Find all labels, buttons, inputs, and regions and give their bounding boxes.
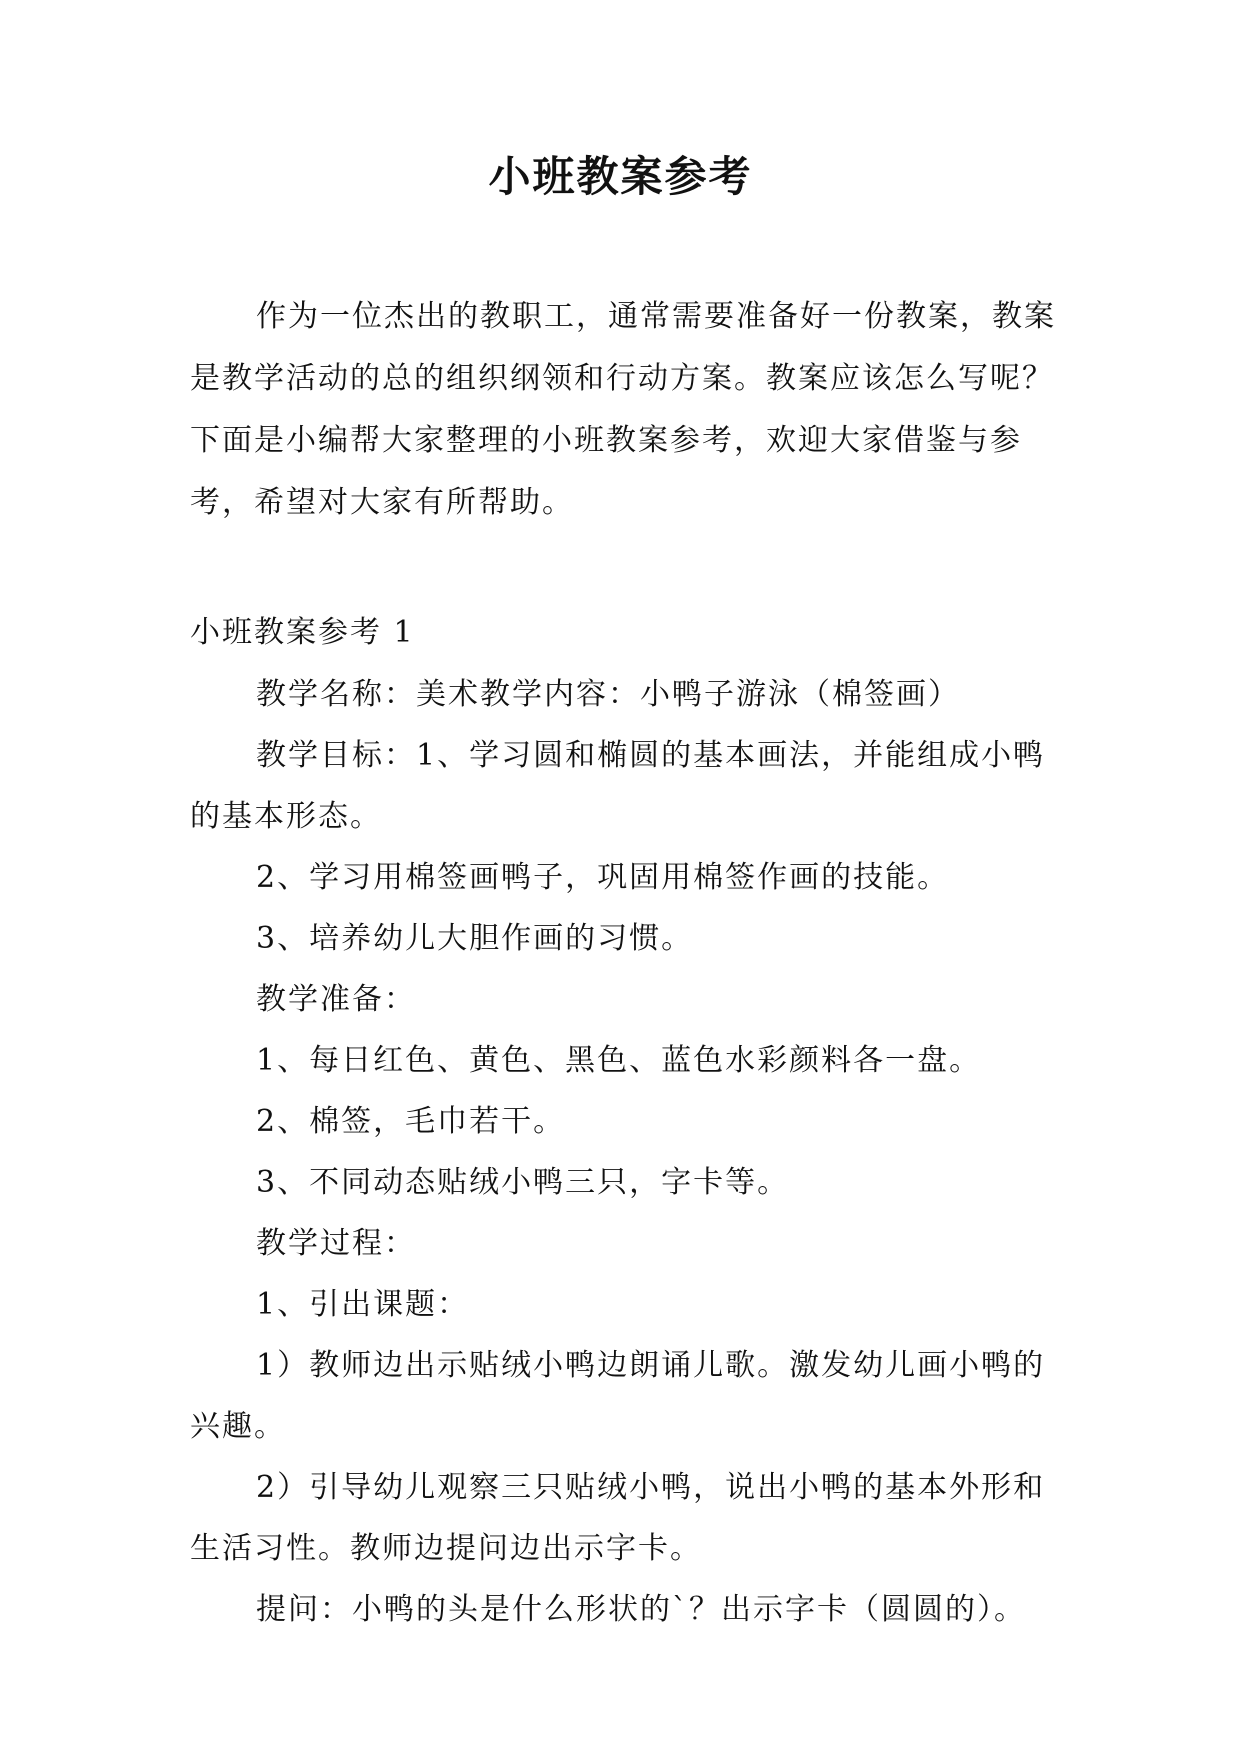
document-content: [190, 286, 1056, 1640]
paragraph-process-1: 1、引出课题：: [256, 1287, 470, 1322]
paragraph-question: 提问：小鸭的头是什么形状的`？出示字卡（圆圆的）。: [256, 1592, 1026, 1627]
document-title: 小班教案参考: [488, 152, 753, 201]
section-heading: 小班教案参考 1: [190, 615, 415, 650]
paragraph-lesson-name: 教学名称：美术教学内容：小鸭子游泳（棉签画）: [256, 677, 960, 712]
paragraph-objective-3: 3、培养幼儿大胆作画的习惯。: [256, 921, 694, 956]
paragraph-objective-1: 教学目标：1、学习圆和椭圆的基本画法，并能组成小鸭的基本形态。: [190, 738, 1046, 834]
paragraph-preparation-3: 3、不同动态贴绒小鸭三只，字卡等。: [256, 1165, 790, 1200]
intro-section: [190, 286, 1056, 534]
intro-paragraph: 作为一位杰出的教职工，通常需要准备好一份教案，教案是教学活动的总的组织纲领和行动方案。教案应该怎么写呢？下面是小编帮大家整理的小班教案参考，欢迎大家借鉴与参考，希望对大家有所帮助。: [190, 299, 1056, 520]
paragraph-preparation-heading: 教学准备：: [256, 982, 416, 1017]
paragraph-process-1-1: 1）教师边出示贴绒小鸭边朗诵儿歌。激发幼儿画小鸭的兴趣。: [190, 1348, 1046, 1444]
lesson-body: [190, 664, 1056, 1640]
paragraph-process-heading: 教学过程：: [256, 1226, 416, 1261]
paragraph-objective-2: 2、学习用棉签画鸭子，巩固用棉签作画的技能。: [256, 860, 950, 895]
paragraph-process-1-2: 2）引导幼儿观察三只贴绒小鸭，说出小鸭的基本外形和生活习性。教师边提问边出示字卡。: [190, 1470, 1046, 1566]
paragraph-preparation-1: 1、每日红色、黄色、黑色、蓝色水彩颜料各一盘。: [256, 1043, 982, 1078]
paragraph-preparation-2: 2、棉签，毛巾若干。: [256, 1104, 566, 1139]
